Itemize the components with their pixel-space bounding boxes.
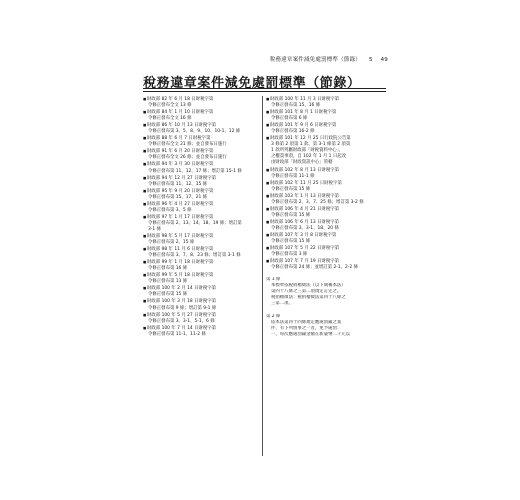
amendment-text: 財政部 100 年 11 月 3 日財稅字第 <box>270 97 340 102</box>
amendment-text: 令修正發布全文 13 條 <box>148 103 192 109</box>
amendment-line <box>266 180 386 187</box>
article-line: 依本法第四十四條規定應處罰鍰之案 <box>271 319 342 325</box>
amendment-text: 令修正發布第 24 條；並增訂第 2-1、2-2 條 <box>271 265 358 271</box>
column-divider <box>262 96 263 456</box>
article-line: 三第二項。 <box>271 301 293 307</box>
amendment-line <box>143 175 263 182</box>
bullet-icon: ■ <box>143 260 147 265</box>
amendment-entry <box>266 245 386 258</box>
amendment-text: 3 條第 2 項第 1 款、第 3-1 條第 2 項第 <box>271 142 351 148</box>
amendment-line <box>266 193 386 200</box>
amendment-entry <box>143 135 263 148</box>
amendment-history-left <box>143 96 263 338</box>
bullet-icon: ■ <box>266 246 270 251</box>
amendment-text: 財政部 86 年 10 月 13 日財稅字第 <box>147 123 217 129</box>
bullet-icon: ■ <box>143 214 147 219</box>
amendment-text: 財政部 98 年 5 月 17 日財稅字第 <box>147 233 214 239</box>
article-heading: 第 1 條 <box>266 277 281 283</box>
amendment-entry <box>143 259 263 272</box>
amendment-text: 財政部 107 年 5 月 22 日財稅字第 <box>270 246 340 252</box>
amendment-text: 財政部 96 年 4 月 27 日財稅字第 <box>147 201 214 207</box>
amendment-line <box>143 201 263 208</box>
amendment-text: 令修正發布第 15 條 <box>271 212 311 218</box>
amendment-entry <box>143 298 263 311</box>
bullet-icon: ■ <box>266 180 270 185</box>
amendment-text: 令修正發布第 3、3-1、18、20 條 <box>271 225 339 231</box>
amendment-text: 3-1 條 <box>148 226 161 232</box>
amendment-line <box>143 325 263 332</box>
bullet-icon: ■ <box>143 299 147 304</box>
amendment-line <box>143 96 263 103</box>
amendment-text: 財政部 101 年 8 月 1 日財稅字第 <box>270 110 337 116</box>
amendment-entry <box>143 201 263 214</box>
amendment-text: 令修正發布全文 21 條；並自發布日施行 <box>148 142 227 148</box>
amendment-entry <box>143 161 263 174</box>
amendment-line <box>266 232 386 239</box>
running-header <box>270 55 388 63</box>
amendment-text: 財政部 106 年 4 月 21 日財稅字第 <box>270 206 340 212</box>
bullet-icon: ■ <box>143 97 147 101</box>
article-line: 第四十八條之三第二項規定訂定之。 <box>271 289 342 295</box>
article-line: 本標準依稅捐稽徵法（以下簡稱本法） <box>271 283 346 289</box>
amendment-text: 財政部 100 年 7 月 14 日財稅字第 <box>147 325 217 331</box>
bullet-icon: ■ <box>143 325 147 330</box>
amendment-entry <box>266 232 386 245</box>
page-separator: 5 <box>368 57 373 63</box>
amendment-entry <box>143 246 263 259</box>
amendment-text: 令修正發布第 15 條 <box>148 292 188 298</box>
amendment-text: 財政部 94 年 12 月 27 日財稅字第 <box>147 175 217 181</box>
amendment-line <box>266 167 386 174</box>
bullet-icon: ■ <box>143 233 147 238</box>
bullet-icon: ■ <box>266 110 270 115</box>
amendment-text: 財政部 88 年 6 月 7 日財稅字第 <box>147 136 211 142</box>
amendment-text: 財政部 100 年 3 月 18 日財稅字第 <box>147 299 217 305</box>
amendment-text: 令修正發布第 3 條 <box>271 252 308 258</box>
amendment-entry <box>143 96 263 109</box>
amendment-entry <box>266 180 386 193</box>
amendment-text: 財政部 82 年 6 月 18 日財稅字第 <box>147 97 214 102</box>
title-rule-bottom <box>143 91 386 92</box>
amendment-entry <box>266 258 386 271</box>
amendment-entry <box>143 175 263 188</box>
bullet-icon: ■ <box>266 97 270 101</box>
amendment-entry <box>266 109 386 122</box>
amendment-entry <box>266 122 386 135</box>
article-line: 件，有下列情事之一者，免予處罰： <box>271 325 342 331</box>
amendment-text: 財政部 102 年 8 月 13 日財稅字第 <box>270 167 340 173</box>
amendment-text: 令修正發布第 15 條 <box>271 239 311 245</box>
amendment-text: 令修正發布第 3、5、8、9、10、10-1、12 條 <box>148 129 241 135</box>
amendment-text: 令修正發布全文 26 條；並自發布日施行 <box>148 155 227 161</box>
bullet-icon: ■ <box>143 247 147 252</box>
amendment-text: 令修正發布第 2、13、14、18、19 條；增訂第 <box>148 220 242 226</box>
amendment-text: 財政部 102 年 11 月 25 日財稅字第 <box>270 180 342 186</box>
amendment-text: 財政部 95 年 9 月 20 日財稅字第 <box>147 188 214 194</box>
amendment-line <box>266 96 386 103</box>
amendment-text: 財政部 91 年 6 月 20 日財稅字第 <box>147 149 214 155</box>
amendment-line <box>266 219 386 226</box>
amendment-line <box>143 312 263 319</box>
amendment-text: 財政部 99 年 1 月 18 日財稅字第 <box>147 260 214 266</box>
page-number: 49 <box>380 57 388 63</box>
amendment-text: 令修正發布第 11、12、15 條 <box>148 181 208 187</box>
amendment-line <box>143 233 263 240</box>
bullet-icon: ■ <box>143 201 147 206</box>
amendment-entry <box>266 206 386 219</box>
amendment-text: 之權責事項，自 102 年 1 月 1 日起改 <box>271 154 347 160</box>
amendment-line <box>143 332 263 338</box>
amendment-text: 令修正發布第 11-1 條 <box>271 173 315 179</box>
article-line: 一、每次應處罰鍰金額在新臺幣二千元以 <box>271 331 351 337</box>
amendment-text: 令修正發布第 6 條 <box>271 116 308 122</box>
bullet-icon: ■ <box>143 149 147 154</box>
amendment-entry <box>143 272 263 285</box>
bullet-icon: ■ <box>266 123 270 128</box>
bullet-icon: ■ <box>143 286 147 291</box>
bullet-icon: ■ <box>143 188 147 193</box>
bullet-icon: ■ <box>143 175 147 180</box>
amendment-text: 由財政部「財政資訊中心」管轄 <box>271 160 333 166</box>
amendment-history-right <box>266 96 386 338</box>
document-title: 稅務違章案件減免處罰標準（節錄） <box>143 76 361 91</box>
article-paragraph <box>266 314 386 338</box>
amendment-entry <box>143 312 263 325</box>
amendment-text: 令修正發布第 3、7、8、23 條；增訂第 3-1 條 <box>148 253 241 259</box>
amendment-text: 令修正發布第 15 條 <box>271 186 311 192</box>
amendment-entry <box>143 188 263 201</box>
article-line: 稅捐稽徵法：稅捐稽徵法第四十八條之 <box>271 295 346 301</box>
amendment-line <box>143 188 263 195</box>
amendment-line <box>143 161 263 168</box>
amendment-text: 令修正發布第 2、15 條 <box>148 240 195 246</box>
running-title: 稅務違章案件減免處罰標準（節錄） <box>269 57 361 63</box>
bullet-icon: ■ <box>143 273 147 278</box>
article-heading: 第 2 條 <box>266 313 281 319</box>
amendment-text: 令修正發布第 11、12、17 條；增訂第 15-1 條 <box>148 168 242 174</box>
amendment-text: 財政部 99 年 5 月 18 日財稅字第 <box>147 273 214 279</box>
amendment-text: 令修正發布第 16 條 <box>148 266 188 272</box>
amendment-entry <box>143 109 263 122</box>
bullet-icon: ■ <box>266 206 270 211</box>
document-page <box>135 55 390 460</box>
amendment-text: 令修正發布第 13 條 <box>148 279 188 285</box>
amendment-text: 令修正發布全文 16 條 <box>148 116 192 122</box>
amendment-text: 財政部 106 年 6 月 13 日財稅字第 <box>270 219 340 225</box>
amendment-entry <box>266 135 386 166</box>
amendment-text: 令修正發布第 11-1、11-2 條 <box>148 331 206 337</box>
amendment-line <box>143 298 263 305</box>
bullet-icon: ■ <box>143 312 147 317</box>
amendment-entry <box>266 193 386 206</box>
bullet-icon: ■ <box>266 167 270 172</box>
title-rule-top <box>143 88 386 89</box>
bullet-icon: ■ <box>143 162 147 167</box>
amendment-entry <box>143 325 263 338</box>
amendment-entry <box>266 219 386 232</box>
amendment-entry <box>143 233 263 246</box>
bullet-icon: ■ <box>266 259 270 264</box>
amendment-entry <box>266 167 386 180</box>
amendment-text: 財政部 107 年 3 月 8 日財稅字第 <box>270 232 337 238</box>
amendment-entry <box>143 285 263 298</box>
article-paragraph <box>266 277 386 307</box>
bullet-icon: ■ <box>266 136 270 141</box>
bullet-icon: ■ <box>266 219 270 224</box>
amendment-text: 財政部 101 年 12 月 25 日行政院公告第 <box>270 136 351 142</box>
amendment-entry <box>143 214 263 233</box>
amendment-text: 1 款所列屬財政部「財稅資料中心」， <box>271 148 344 154</box>
bullet-icon: ■ <box>266 193 270 198</box>
amendment-entry <box>143 122 263 135</box>
amendment-text: 令修正發布第 9 條；增訂第 9-1 條 <box>148 305 217 311</box>
amendment-text: 財政部 97 年 1 月 17 日財稅字第 <box>147 214 214 220</box>
bullet-icon: ■ <box>143 110 147 115</box>
amendment-text: 令修正發布第 15、17、21 條 <box>148 194 208 200</box>
amendment-text: 令修正發布第 2、3、7、25 條；增訂第 3-2 條 <box>271 199 364 205</box>
amendment-text: 令修正發布第 3、3-1、5-1、6 條 <box>148 318 215 324</box>
amendment-text: 財政部 103 年 1 月 13 日財稅字第 <box>270 193 340 199</box>
amendment-line <box>143 214 263 221</box>
bullet-icon: ■ <box>143 136 147 141</box>
amendment-text: 財政部 98 年 11 月 6 日財稅字第 <box>147 247 214 253</box>
amendment-text: 財政部 101 年 9 月 6 日財稅字第 <box>270 123 337 129</box>
amendment-text: 令修正發布第 16-2 條 <box>271 129 315 135</box>
amendment-text: 令修正發布第 3、5 條 <box>148 207 192 213</box>
amendment-text: 財政部 94 年 3 月 30 日財稅字第 <box>147 162 214 168</box>
amendment-text: 令修正發布第 15、16 條 <box>271 103 321 109</box>
bullet-icon: ■ <box>266 232 270 237</box>
amendment-entry <box>143 148 263 161</box>
amendment-text: 財政部 107 年 7 月 19 日財稅字第 <box>270 259 340 265</box>
amendment-entry <box>266 96 386 109</box>
amendment-text: 財政部 84 年 1 月 10 日財稅字第 <box>147 110 214 116</box>
amendment-text: 財政部 100 年 5 月 27 日財稅字第 <box>147 312 217 318</box>
bullet-icon: ■ <box>143 123 147 128</box>
amendment-line <box>266 206 386 213</box>
amendment-text: 財政部 100 年 2 月 14 日財稅字第 <box>147 286 217 292</box>
